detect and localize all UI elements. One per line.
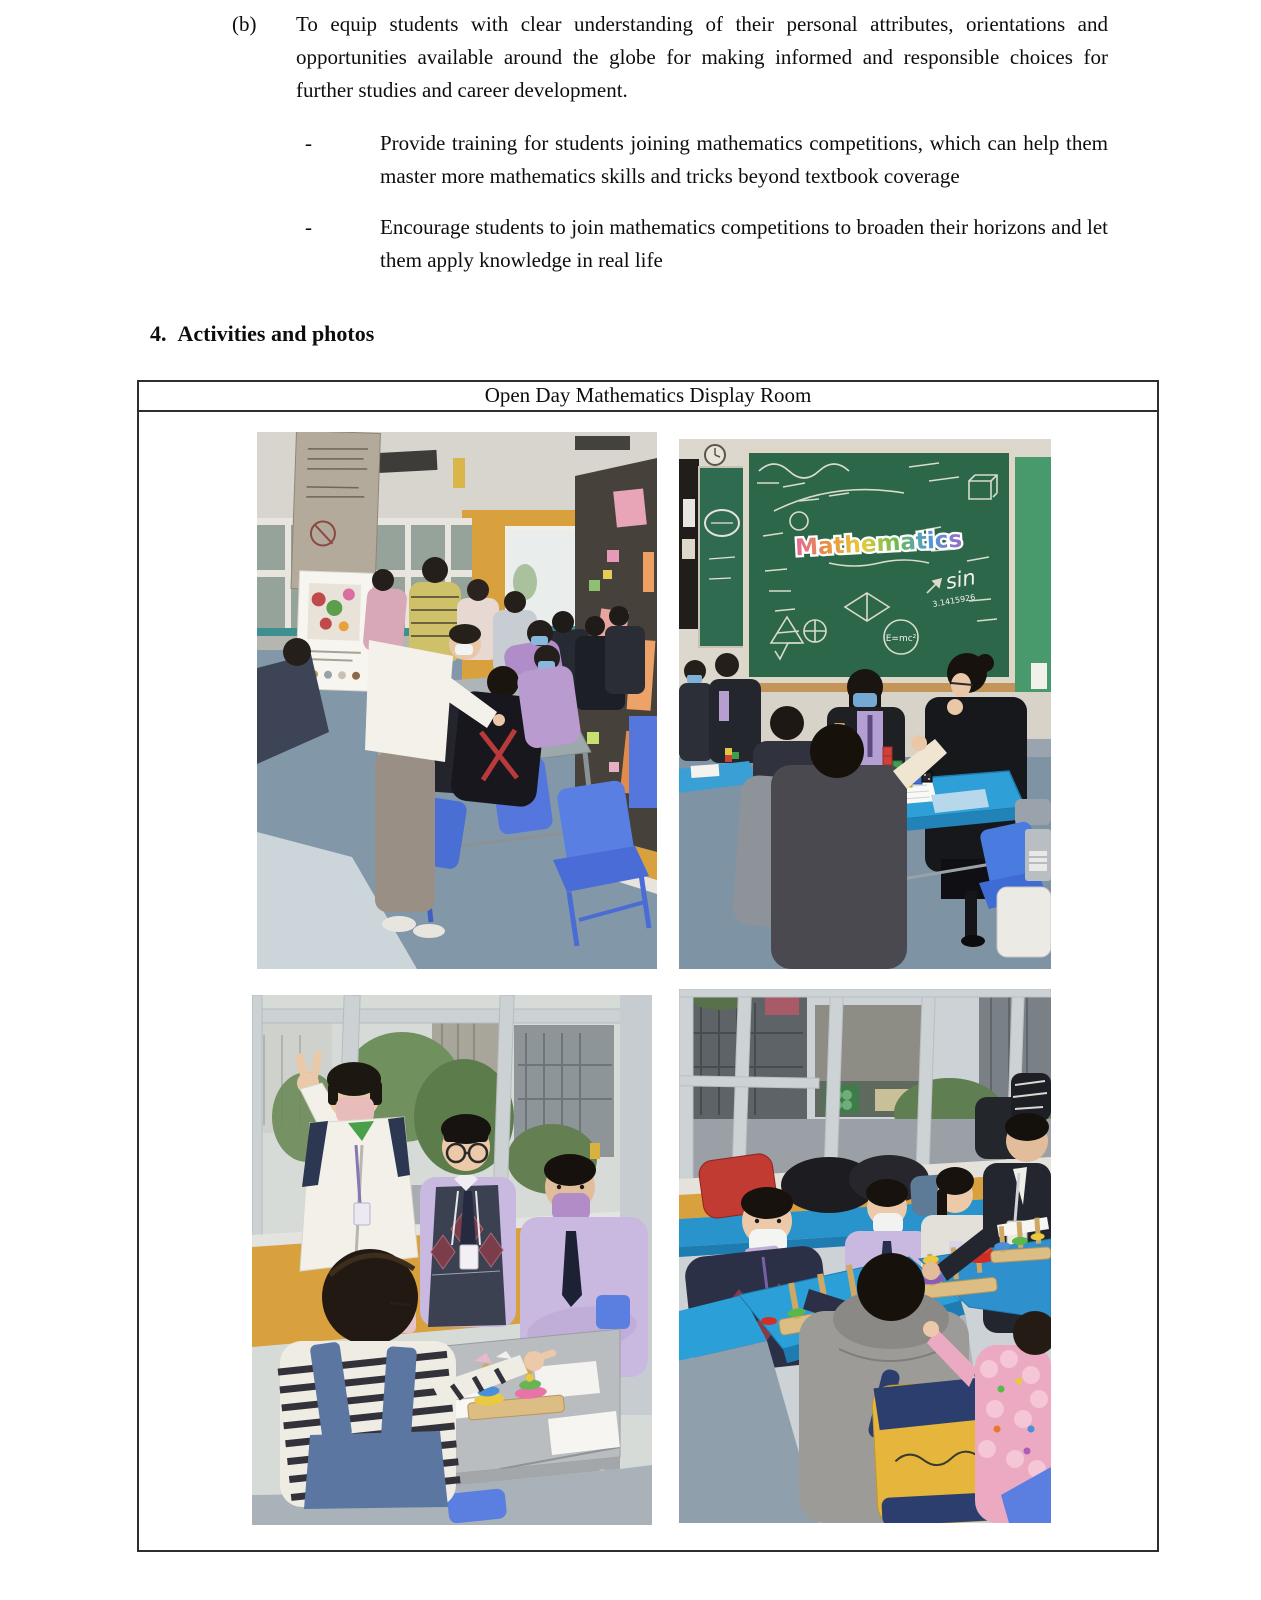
bullet-item-1 xyxy=(0,127,1261,193)
section-number: 4. xyxy=(150,321,167,346)
bullet-text: Provide training for students joining mathematics competitions, which can help them master more mathematics skills and tricks beyond textbook coverage xyxy=(380,131,1108,188)
photo-box-title: Open Day Mathematics Display Room xyxy=(139,382,1157,412)
chalkboard-sin: sin xyxy=(943,565,978,594)
photo3-illustration xyxy=(252,995,652,1525)
chalkboard-title: Mathematics xyxy=(794,526,963,562)
photo-box xyxy=(137,380,1159,1552)
paragraph-b xyxy=(0,0,1261,107)
bullet-marker: - xyxy=(305,131,312,155)
paragraph-b-text: To equip students with clear understanding of their personal attributes, orientations and opportunities available around the globe for making informed and responsible choices for further studies and career development. xyxy=(296,12,1108,102)
photo-tower-of-hanoi-desks xyxy=(679,989,1051,1523)
photo-grid xyxy=(139,412,1157,1550)
photo1-illustration xyxy=(257,432,657,969)
photo-classroom-worksheets xyxy=(257,432,657,969)
photo-chalkboard-linking-cubes xyxy=(679,439,1051,969)
photo2-illustration xyxy=(679,439,1051,969)
photo4-illustration xyxy=(679,989,1051,1523)
chalkboard-pi: 3.1415926 xyxy=(931,592,976,609)
photo-tower-of-hanoi-windows xyxy=(252,995,652,1525)
chalkboard-emc: E=mc² xyxy=(885,634,917,644)
section-title: Activities and photos xyxy=(177,321,375,346)
section-heading xyxy=(0,321,1261,347)
bullet-item-2 xyxy=(0,211,1261,277)
bullet-text: Encourage students to join mathematics competitions to broaden their horizons and let them apply knowledge in real life xyxy=(380,215,1108,272)
paragraph-b-label: (b) xyxy=(232,12,257,36)
bullet-marker: - xyxy=(305,215,312,239)
